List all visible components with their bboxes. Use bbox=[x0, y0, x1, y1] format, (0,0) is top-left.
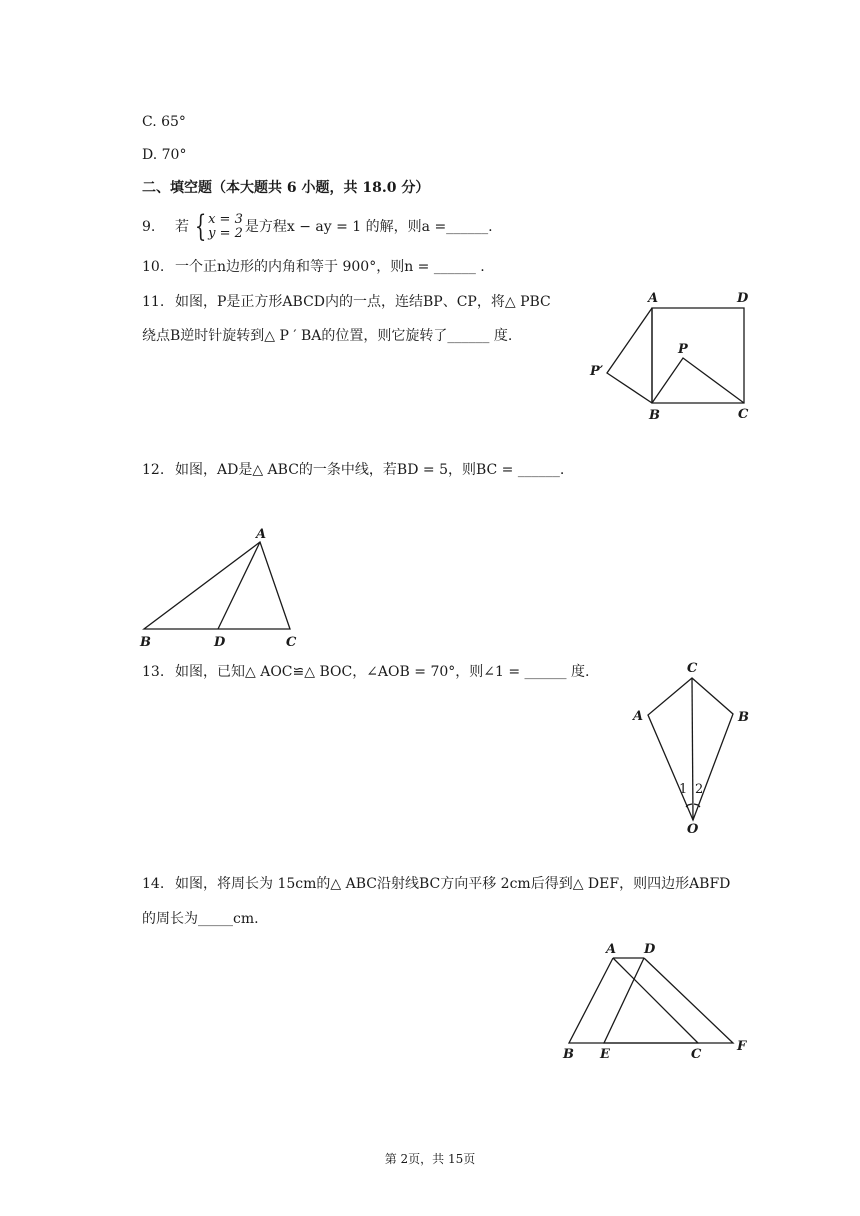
label-d: D bbox=[644, 942, 656, 957]
q14-line-1: 如图，将周长为 15cm的△ ABC沿射线BC方向平移 2cm后得到△ DEF，则四边形ABFD bbox=[175, 876, 731, 892]
label-a: A bbox=[648, 291, 659, 306]
median-ad bbox=[218, 542, 260, 629]
triangle-abc bbox=[569, 958, 698, 1043]
q11-line-1: 如图，P是正方形ABCD内的一点，连结BP、CP，将△ PBC bbox=[175, 294, 551, 310]
q11-line-2: 绕点B逆时针旋转到△ P ′ BA的位置，则它旋转了______ 度. bbox=[142, 328, 513, 344]
triangle-abc bbox=[144, 542, 290, 629]
label-angle-1: 1 bbox=[679, 782, 688, 797]
q12-text: 如图，AD是△ ABC的一条中线，若BD = 5，则BC = ______. bbox=[175, 462, 565, 478]
q9-prefix: 若 bbox=[175, 219, 189, 235]
q10-text: 一个正n边形的内角和等于 900°，则n = ______ . bbox=[175, 259, 485, 275]
question-number: 9. bbox=[142, 219, 156, 235]
kite-caob bbox=[648, 678, 733, 820]
label-d: D bbox=[214, 635, 226, 650]
q14-figure bbox=[555, 937, 755, 1067]
q14-line-2: 的周长为_____cm. bbox=[142, 911, 259, 927]
question-10 bbox=[142, 258, 485, 276]
label-b: B bbox=[563, 1047, 574, 1062]
label-c: C bbox=[691, 1047, 702, 1062]
option-c: C. 65° bbox=[142, 114, 186, 130]
question-9 bbox=[142, 210, 493, 244]
label-a: A bbox=[633, 709, 644, 724]
label-angle-2: 2 bbox=[695, 782, 704, 797]
question-number: 12. bbox=[142, 462, 165, 478]
question-number: 14. bbox=[142, 876, 165, 892]
left-brace-icon: { bbox=[194, 209, 207, 244]
q11-figure bbox=[580, 286, 760, 426]
equation-system bbox=[191, 209, 243, 244]
q13-text: 如图，已知△ AOC≌△ BOC，∠AOB = 70°，则∠1 = ______ 度. bbox=[175, 664, 590, 680]
question-number: 10. bbox=[142, 259, 165, 275]
option-d: D. 70° bbox=[142, 147, 187, 163]
triangle-def bbox=[604, 958, 733, 1043]
label-e: E bbox=[600, 1047, 610, 1062]
label-b: B bbox=[738, 710, 749, 725]
question-14 bbox=[142, 875, 730, 893]
system-row-1: x = 3 bbox=[208, 212, 243, 227]
label-a: A bbox=[256, 527, 267, 542]
segment-bpc bbox=[652, 358, 744, 403]
q12-figure bbox=[130, 522, 310, 652]
segment-ap-prime-b bbox=[607, 308, 652, 403]
q13-figure bbox=[625, 655, 755, 840]
question-13 bbox=[142, 663, 589, 681]
label-c: C bbox=[687, 661, 698, 676]
label-b: B bbox=[140, 635, 151, 650]
label-a: A bbox=[606, 942, 617, 957]
system-row-2: y = 2 bbox=[208, 226, 243, 241]
segment-co bbox=[692, 678, 693, 820]
label-c: C bbox=[286, 635, 297, 650]
label-d: D bbox=[737, 291, 749, 306]
question-number: 13. bbox=[142, 664, 165, 680]
question-number: 11. bbox=[142, 294, 165, 310]
label-p-prime: P′ bbox=[590, 364, 604, 379]
label-p: P bbox=[678, 342, 688, 357]
q9-text: 是方程x − ay = 1 的解，则a =______. bbox=[244, 219, 493, 235]
question-12 bbox=[142, 461, 564, 479]
label-f: F bbox=[737, 1039, 747, 1054]
label-b: B bbox=[649, 408, 660, 423]
square-abcd bbox=[652, 308, 744, 403]
section-title: 二、填空题（本大题共 6 小题，共 18.0 分） bbox=[142, 180, 430, 196]
page-footer: 第 2页，共 15页 bbox=[384, 1152, 476, 1166]
question-11 bbox=[142, 293, 551, 311]
label-o: O bbox=[687, 822, 699, 837]
label-c: C bbox=[738, 407, 749, 422]
